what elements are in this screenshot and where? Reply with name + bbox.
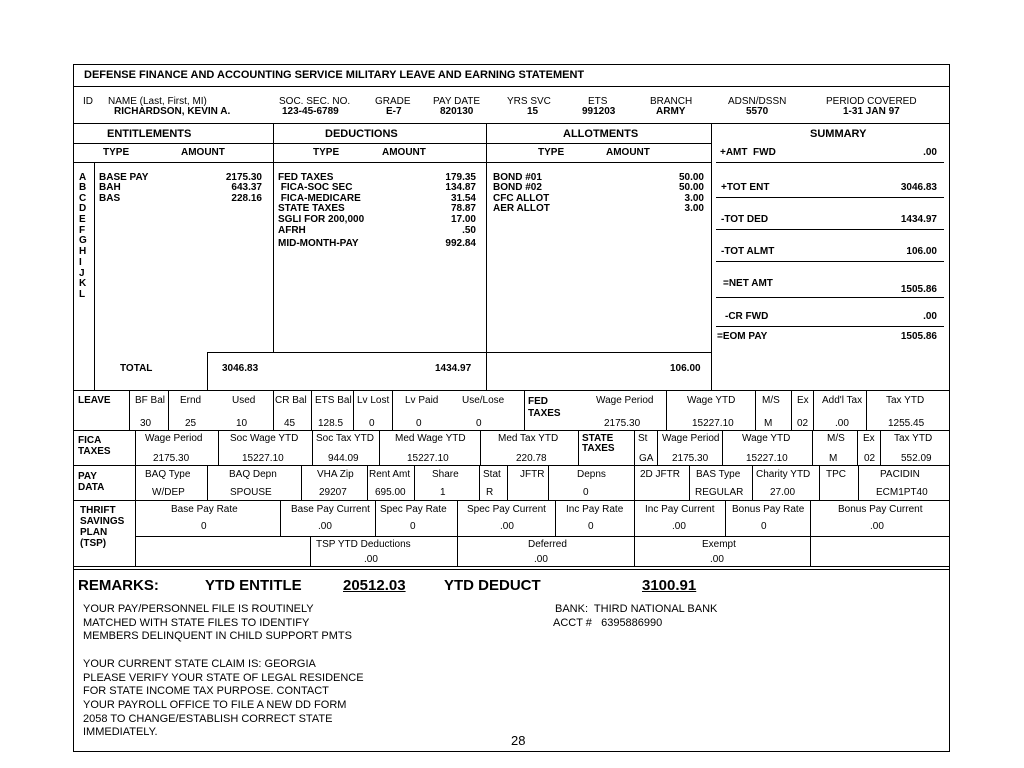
- letter-l: L: [79, 289, 86, 300]
- tsp-header: Spec Pay Rate: [380, 504, 447, 515]
- page-number: 28: [511, 733, 526, 748]
- allotment-type: CFC ALLOT: [493, 193, 550, 204]
- tsp-header: Inc Pay Current: [645, 504, 715, 515]
- deduction-amount: .50: [462, 225, 476, 236]
- remark-line: MATCHED WITH STATE FILES TO IDENTIFY: [83, 617, 310, 629]
- leave-header: Ernd: [180, 395, 202, 406]
- leave-value: 0: [369, 418, 375, 429]
- label-period: PERIOD COVERED: [826, 96, 917, 107]
- allotment-amount: 50.00: [678, 172, 704, 183]
- grid-line: [280, 500, 281, 536]
- summary-label: -TOT ALMT: [721, 246, 775, 257]
- grid-line: [812, 430, 813, 465]
- tsp-value: .00: [672, 521, 686, 532]
- section-allotments: ALLOTMENTS: [563, 128, 639, 140]
- section-entitlements: ENTITLEMENTS: [107, 128, 192, 140]
- pay-data-value: ECM1PT40: [876, 487, 928, 498]
- summary-rule: [716, 162, 944, 163]
- grid-line: [791, 390, 792, 430]
- allotment-amount: 3.00: [684, 203, 704, 214]
- ent-type-header: TYPE: [103, 147, 130, 158]
- pay-data-label: PAY DATA: [78, 471, 105, 493]
- section-divider: [73, 143, 712, 144]
- tsp-header: Bonus Pay Rate: [732, 504, 805, 515]
- deduction-amount: 134.87: [445, 182, 476, 193]
- statement-title: DEFENSE FINANCE AND ACCOUNTING SERVICE MILITARY LEAVE AND EARNING STATEMENT: [84, 69, 585, 81]
- grid-line: [218, 430, 219, 465]
- fed-value: 02: [797, 418, 809, 429]
- label-ets: ETS: [588, 96, 608, 107]
- alt-type-header: TYPE: [538, 147, 565, 158]
- pay-data-header: Share: [432, 469, 459, 480]
- leave-header: Lv Lost: [357, 395, 390, 406]
- tsp-header: Exempt: [702, 539, 736, 550]
- grid-line: [810, 500, 811, 536]
- frame-bottom: [73, 751, 950, 752]
- ent-amount-header: AMOUNT: [181, 147, 225, 158]
- state-value: 2175.30: [672, 453, 709, 464]
- pay-data-value: SPOUSE: [230, 487, 272, 498]
- grid-line: [310, 536, 311, 566]
- remark-line: IMMEDIATELY.: [83, 726, 158, 738]
- grid-line: [479, 465, 480, 500]
- letter-d: D: [79, 203, 87, 214]
- grid-line: [507, 465, 508, 500]
- fed-value: 1255.45: [888, 418, 925, 429]
- label-id: ID: [83, 96, 93, 107]
- grid-line: [207, 465, 208, 500]
- fica-value: 944.09: [328, 453, 359, 464]
- grid-line: [129, 390, 130, 430]
- state-value: GA: [639, 453, 654, 464]
- grid-line: [73, 566, 950, 567]
- grid-line: [312, 430, 313, 465]
- grid-line: [379, 430, 380, 465]
- ytd-entitle-value: 20512.03: [343, 577, 406, 594]
- grid-line: [73, 430, 950, 431]
- deduction-amount: 992.84: [445, 238, 476, 249]
- tsp-value: 0: [588, 521, 594, 532]
- grid-line: [578, 430, 579, 465]
- allotment-amount: 3.00: [684, 193, 704, 204]
- pay-data-header: PACIDIN: [880, 469, 920, 480]
- title-divider: [73, 86, 950, 87]
- fed-value: 15227.10: [692, 418, 734, 429]
- leave-header: Used: [232, 395, 256, 406]
- tsp-value: .00: [710, 554, 724, 565]
- fica-header: Wage Period: [145, 433, 203, 444]
- deduction-type: FICA-MEDICARE: [278, 193, 361, 204]
- label-grade: GRADE: [375, 96, 411, 107]
- letter-i: I: [79, 257, 82, 268]
- entitlement-type: BAS: [99, 193, 121, 204]
- summary-amount: 1434.97: [900, 214, 937, 225]
- grid-line: [311, 390, 312, 430]
- value-grade: E-7: [386, 106, 402, 117]
- ded-alt-line: [486, 124, 487, 390]
- tsp-header: Base Pay Current: [291, 504, 370, 515]
- letter-j: J: [79, 268, 85, 279]
- fica-value: 2175.30: [153, 453, 190, 464]
- grid-line: [457, 500, 458, 536]
- grid-line: [880, 430, 881, 465]
- grid-line: [634, 430, 635, 465]
- ent-ded-line: [273, 124, 274, 352]
- ytd-deduct-value: 3100.91: [642, 577, 697, 594]
- leave-header: Use/Lose: [462, 395, 505, 406]
- letter-k: K: [79, 278, 87, 289]
- pay-data-header: Stat: [483, 469, 501, 480]
- grid-line: [752, 465, 753, 500]
- value-period: 1-31 JAN 97: [843, 106, 900, 117]
- alt-amount-header: AMOUNT: [606, 147, 650, 158]
- grid-line: [367, 465, 368, 500]
- pay-data-value: R: [486, 487, 494, 498]
- deduction-amount: 17.00: [450, 214, 476, 225]
- summary-amount: 106.00: [906, 246, 937, 257]
- pay-data-value: 0: [583, 487, 589, 498]
- fica-header: Soc Wage YTD: [230, 433, 299, 444]
- totals-top-line: [207, 352, 711, 353]
- fed-header: M/S: [762, 395, 780, 406]
- tsp-value: 0: [761, 521, 767, 532]
- tsp-value: 0: [201, 521, 207, 532]
- leave-label: LEAVE: [78, 395, 111, 406]
- entitlement-type: BASE PAY: [99, 172, 149, 183]
- deduction-type: FICA-SOC SEC: [278, 182, 353, 193]
- fica-header: Soc Tax YTD: [316, 433, 374, 444]
- label-ssn: SOC. SEC. NO.: [279, 96, 351, 107]
- fed-taxes-label: FED TAXES: [528, 396, 561, 419]
- state-header: Ex: [863, 433, 875, 444]
- bank-name: BANK: THIRD NATIONAL BANK: [555, 603, 718, 615]
- grid-line: [810, 536, 811, 566]
- ytd-entitle-label: YTD ENTITLE: [205, 577, 302, 594]
- pay-data-header: BAQ Type: [145, 469, 191, 480]
- ytd-deduct-label: YTD DEDUCT: [444, 577, 541, 594]
- leave-value: 45: [284, 418, 296, 429]
- remark-line: YOUR CURRENT STATE CLAIM IS: GEORGIA: [83, 658, 316, 670]
- tsp-value: .00: [318, 521, 332, 532]
- total-entitlements: 3046.83: [222, 363, 259, 374]
- grid-line: [273, 390, 274, 430]
- grid-line: [689, 465, 690, 500]
- pay-data-header: BAQ Depn: [229, 469, 277, 480]
- pay-data-value: W/DEP: [152, 487, 185, 498]
- summary-label: =NET AMT: [723, 278, 773, 289]
- frame-right: [949, 64, 950, 752]
- deduction-amount: 31.54: [450, 193, 476, 204]
- leave-header: ETS Bal: [315, 395, 352, 406]
- tsp-value: .00: [870, 521, 884, 532]
- fica-header: Med Tax YTD: [498, 433, 559, 444]
- fica-header: Med Wage YTD: [395, 433, 466, 444]
- letter-col-line: [94, 162, 95, 390]
- value-adsn: 5570: [746, 106, 769, 117]
- value-ets: 991203: [582, 106, 616, 117]
- state-value: M: [829, 453, 838, 464]
- grid-line: [457, 536, 458, 566]
- summary-amount: 3046.83: [900, 182, 937, 193]
- bank-account: ACCT # 6395886990: [553, 617, 663, 629]
- type-divider: [73, 162, 712, 163]
- value-branch: ARMY: [656, 106, 686, 117]
- leave-header: BF Bal: [135, 395, 166, 406]
- grid-line: [414, 465, 415, 500]
- label-branch: BRANCH: [650, 96, 693, 107]
- label-adsn: ADSN/DSSN: [728, 96, 787, 107]
- grid-line: [135, 536, 949, 537]
- grid-line: [634, 500, 635, 536]
- value-name: RICHARDSON, KEVIN A.: [114, 106, 231, 117]
- total-label: TOTAL: [120, 363, 153, 374]
- label-pay-date: PAY DATE: [433, 96, 481, 107]
- leave-value: 128.5: [318, 418, 344, 429]
- ded-type-header: TYPE: [313, 147, 340, 158]
- state-taxes-label: STATE TAXES: [582, 433, 615, 454]
- remark-line: 2058 TO CHANGE/ESTABLISH CORRECT STATE: [83, 713, 333, 725]
- remark-line: PLEASE VERIFY YOUR STATE OF LEGAL RESIDENCE: [83, 672, 364, 684]
- fed-header: Wage YTD: [687, 395, 736, 406]
- alt-sum-line: [711, 124, 712, 390]
- grid-line: [858, 465, 859, 500]
- grid-line: [634, 536, 635, 566]
- deduction-type: STATE TAXES: [278, 203, 345, 214]
- summary-amount: .00: [923, 147, 937, 158]
- allotment-type: AER ALLOT: [493, 203, 550, 214]
- summary-label: =EOM PAY: [717, 331, 768, 342]
- remark-line: MEMBERS DELINQUENT IN CHILD SUPPORT PMTS: [83, 630, 352, 642]
- remark-line: YOUR PAY/PERSONNEL FILE IS ROUTINELY: [83, 603, 314, 615]
- grid-line: [135, 430, 136, 465]
- summary-rule: [716, 326, 944, 327]
- grid-line: [666, 390, 667, 430]
- value-ssn: 123-45-6789: [282, 106, 339, 117]
- fed-header: Wage Period: [596, 395, 654, 406]
- fed-header: Ex: [797, 395, 809, 406]
- pay-data-header: Charity YTD: [756, 469, 811, 480]
- allotment-amount: 50.00: [678, 182, 704, 193]
- entitlement-amount: 228.16: [231, 193, 262, 204]
- leave-header: Lv Paid: [405, 395, 439, 406]
- remark-line: YOUR PAYROLL OFFICE TO FILE A NEW DD FORM: [83, 699, 347, 711]
- fed-value: .00: [835, 418, 849, 429]
- grid-line: [657, 430, 658, 465]
- letter-e: E: [79, 214, 86, 225]
- deduction-type: FED TAXES: [278, 172, 334, 183]
- grid-line: [392, 390, 393, 430]
- grid-line: [73, 500, 950, 501]
- pay-data-header: TPC: [826, 469, 846, 480]
- tsp-value: .00: [364, 554, 378, 565]
- state-header: Wage Period: [662, 433, 720, 444]
- deduction-type: SGLI FOR 200,000: [278, 214, 365, 225]
- tsp-header: Deferred: [528, 539, 567, 550]
- pay-data-header: BAS Type: [696, 469, 741, 480]
- deduction-type: AFRH: [278, 225, 306, 236]
- grid-line: [480, 430, 481, 465]
- allotment-type: BOND #02: [493, 182, 542, 193]
- label-yrs-svc: YRS SVC: [507, 96, 551, 107]
- state-header: St: [638, 433, 648, 444]
- letter-b: B: [79, 182, 87, 193]
- totals-left-line: [207, 352, 208, 390]
- grid-line: [168, 390, 169, 430]
- grid-line: [866, 390, 867, 430]
- pay-data-value: 695.00: [375, 487, 406, 498]
- entitlement-type: BAH: [99, 182, 121, 193]
- grid-line: [73, 569, 950, 570]
- pay-data-value: REGULAR: [695, 487, 744, 498]
- pay-data-header: JFTR: [520, 469, 545, 480]
- total-deductions: 1434.97: [435, 363, 472, 374]
- grid-line: [725, 500, 726, 536]
- tsp-value: .00: [500, 521, 514, 532]
- allotment-type: BOND #01: [493, 172, 542, 183]
- leave-value: 10: [236, 418, 248, 429]
- summary-label: +AMT FWD: [720, 147, 776, 158]
- state-value: 552.09: [901, 453, 932, 464]
- summary-label: -CR FWD: [725, 311, 769, 322]
- letter-a: A: [79, 172, 87, 183]
- summary-label: -TOT DED: [721, 214, 769, 225]
- remark-line: FOR STATE INCOME TAX PURPOSE. CONTACT: [83, 685, 329, 697]
- deduction-amount: 78.87: [450, 203, 476, 214]
- main-bottom-line: [73, 390, 950, 391]
- tsp-value: .00: [534, 554, 548, 565]
- leave-header: CR Bal: [275, 395, 307, 406]
- grid-line: [857, 430, 858, 465]
- tsp-value: 0: [410, 521, 416, 532]
- ded-amount-header: AMOUNT: [382, 147, 426, 158]
- tsp-header: Bonus Pay Current: [838, 504, 923, 515]
- fica-value: 15227.10: [242, 453, 284, 464]
- fed-value: 2175.30: [604, 418, 641, 429]
- summary-amount: 1505.86: [900, 284, 937, 295]
- grid-line: [813, 390, 814, 430]
- tsp-header: Inc Pay Rate: [566, 504, 624, 515]
- grid-line: [135, 500, 136, 566]
- summary-rule: [716, 229, 944, 230]
- grid-line: [819, 465, 820, 500]
- state-header: Tax YTD: [894, 433, 933, 444]
- pay-data-value: 1: [440, 487, 446, 498]
- fica-value: 15227.10: [407, 453, 449, 464]
- tsp-header: TSP YTD Deductions: [316, 539, 411, 550]
- fed-header: Tax YTD: [886, 395, 925, 406]
- letter-c: C: [79, 193, 87, 204]
- leave-value: 30: [140, 418, 152, 429]
- pay-data-value: 27.00: [770, 487, 796, 498]
- entitlement-amount: 2175.30: [225, 172, 262, 183]
- summary-label: +TOT ENT: [721, 182, 770, 193]
- state-header: M/S: [827, 433, 845, 444]
- leave-value: 0: [416, 418, 422, 429]
- pay-data-header: 2D JFTR: [640, 469, 680, 480]
- letter-h: H: [79, 246, 87, 257]
- tsp-header: Base Pay Rate: [171, 504, 238, 515]
- summary-amount: .00: [923, 311, 937, 322]
- fed-header: Add'l Tax: [822, 395, 863, 406]
- fed-value: M: [764, 418, 773, 429]
- deduction-type: MID-MONTH-PAY: [278, 238, 359, 249]
- grid-line: [555, 500, 556, 536]
- grid-line: [634, 465, 635, 500]
- total-allotments: 106.00: [670, 363, 701, 374]
- state-header: Wage YTD: [742, 433, 791, 444]
- deduction-amount: 179.35: [445, 172, 476, 183]
- state-value: 02: [864, 453, 876, 464]
- value-yrs-svc: 15: [527, 106, 539, 117]
- letter-g: G: [79, 235, 87, 246]
- entitlement-amount: 643.37: [231, 182, 262, 193]
- summary-rule: [716, 197, 944, 198]
- remarks-label: REMARKS:: [78, 577, 159, 594]
- leave-value: 25: [185, 418, 197, 429]
- pay-data-header: Depns: [577, 469, 606, 480]
- frame-top: [73, 64, 950, 65]
- section-summary: SUMMARY: [810, 128, 867, 140]
- pay-data-value: 29207: [319, 487, 347, 498]
- grid-line: [548, 465, 549, 500]
- frame-left: [73, 64, 74, 752]
- pay-data-header: Rent Amt: [369, 469, 411, 480]
- fica-label: FICA TAXES: [78, 435, 111, 457]
- grid-line: [135, 465, 136, 500]
- summary-rule: [716, 261, 944, 262]
- summary-rule: [716, 297, 944, 298]
- state-value: 15227.10: [746, 453, 788, 464]
- section-deductions: DEDUCTIONS: [325, 128, 398, 140]
- grid-line: [375, 500, 376, 536]
- grid-line: [301, 465, 302, 500]
- grid-line: [755, 390, 756, 430]
- value-pay-date: 820130: [440, 106, 474, 117]
- fica-value: 220.78: [516, 453, 547, 464]
- header-divider: [73, 123, 950, 124]
- leave-value: 0: [476, 418, 482, 429]
- letter-f: F: [79, 225, 86, 236]
- summary-amount: 1505.86: [900, 331, 937, 342]
- grid-line: [524, 390, 525, 430]
- grid-line: [353, 390, 354, 430]
- pay-data-header: VHA Zip: [317, 469, 354, 480]
- label-name: NAME (Last, First, MI): [108, 96, 207, 107]
- grid-line: [722, 430, 723, 465]
- tsp-label: THRIFT SAVINGS PLAN (TSP): [80, 505, 125, 549]
- tsp-header: Spec Pay Current: [467, 504, 546, 515]
